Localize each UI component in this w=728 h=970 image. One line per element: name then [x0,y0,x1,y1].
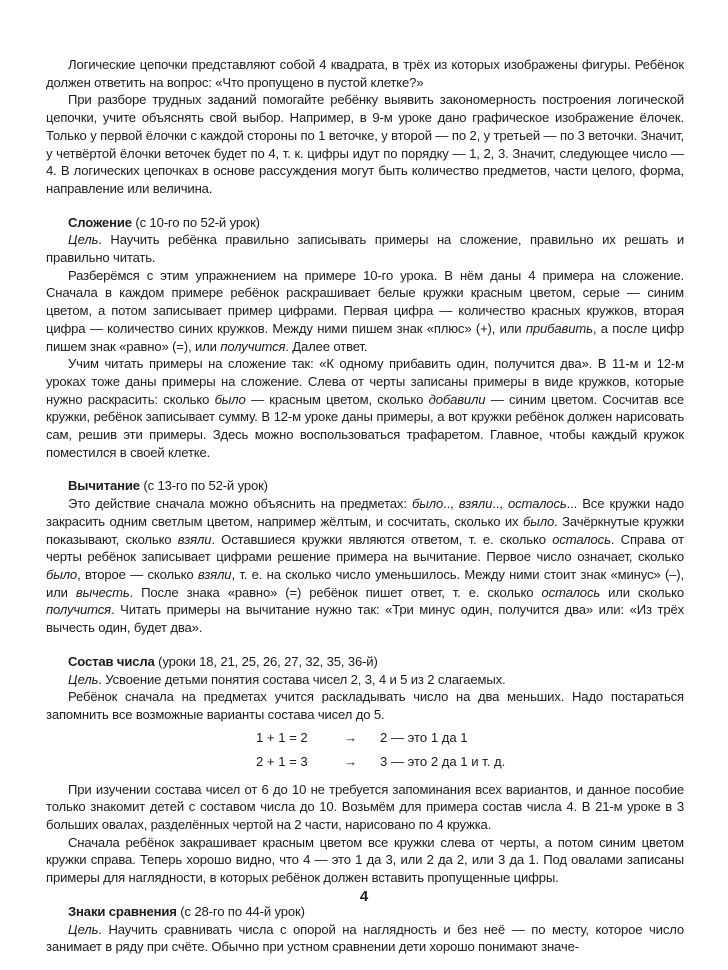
composition-paragraph-3: Сначала ребёнок закрашивает красным цветом все кружки слева от черты, а потом синим цветом кружки справа. Теперь хорошо видно, что 4 — это 1 да 3, или 2 да 2, или 3 да 1. Под овалами записаны примеры для наглядности, в которых ребёнок должен вставить пропущенные цифры. [46,834,684,886]
page-number: 4 [359,888,369,905]
example-row [256,728,684,749]
heading-range: (с 28-го по 44-й урок) [176,903,305,919]
example-equation: 1 + 1 = 2 [256,729,308,745]
example-explanation: 2 — это 1 да 1 [380,729,468,745]
composition-paragraph-1: Ребёнок сначала на предметах учится раскладывать число на два меньших. Надо постараться запомнить все возможные варианты состава чисел до 5. [46,689,684,722]
arrow-right-icon: → [344,754,358,770]
intro-paragraph-2: При разборе трудных заданий помогайте ребёнку выявить закономерность построения логической цепочки, учите объяснять свой выбор. Например, в 9-м уроке дано графическое изображение ёлочек. Только у первой ёлочки с каждой стороны по 1 веточке, у второй — по 2, у третьей — по 3 веточки. Значит, у четвёртой ёлочки веточек будет по 4, т. к. цифры идут по порядку — 1, 2, 3. Значит, следующее число — 4. В логических цепочках в основе рассуждения могут быть количество предметов, части целого, форма, направление или величина. [46,92,684,196]
section-heading-subtraction [46,477,684,495]
addition-goal: Цель. Научить ребёнка правильно записывать примеры на сложение, правильно их решать и правильно читать. [46,232,684,266]
goal-label: Цель [68,232,99,248]
composition-paragraph-2: При изучении состава чисел от 6 до 10 не требуется запоминания всех вариантов, и данное пособие только знакомит детей с составом числа до 10. Возьмём для примера состав числа 4. В 21-м уроке в 3 больших овалах, разделённых чертой на 2 части, нарисовано по 4 кружка. [46,781,684,833]
example-row [256,752,684,773]
example-explanation: 3 — это 2 да 1 и т. д. [380,754,506,770]
section-heading-addition [46,214,684,232]
intro-paragraph-1: Логические цепочки представляют собой 4 квадрата, в трёх из которых изображены фигуры. Ребёнок должен ответить на вопрос: «Что пропущено в пустой клетке?» [46,57,684,90]
section-heading-comparison [46,903,684,921]
composition-goal: Цель. Усвоение детьми понятия состава чисел 2, 3, 4 и 5 из 2 слагаемых. [68,671,506,687]
section-heading-composition [46,653,684,671]
heading-title: Сложение [68,214,132,230]
heading-range: (уроки 18, 21, 25, 26, 27, 32, 35, 36-й) [154,653,378,669]
addition-paragraph-1: Разберёмся с этим упражнением на примере 10-го урока. В нём даны 4 примера на сложение. Сначала в каждом примере ребёнок раскрашивает белые кружки красным цветом, серые — синим цветом, а потом записывает пример цифрами. Первая цифра — количество красных кружков, вторая цифра — количество синих кружков. Между ними пишем знак «плюс» (+), или прибавить, а после цифр пишем знак «равно» (=), или получится. Далее ответ. [46,267,684,354]
arrow-right-icon: → [344,729,358,745]
heading-range: (с 10-го по 52-й урок) [131,214,260,230]
heading-range: (с 13-го по 52-й урок) [139,478,268,494]
composition-examples [46,728,684,773]
heading-title: Вычитание [68,478,140,494]
heading-title: Знаки сравнения [68,903,177,919]
goal-label: Цель [68,921,99,937]
comparison-goal: Цель. Научить сравнивать числа с опорой на наглядность и без неё — по месту, которое число занимает в ряду при счёте. Обычно при устном сравнении дети хорошо понимают значе- [46,921,684,955]
addition-paragraph-2: Учим читать примеры на сложение так: «К одному прибавить один, получится два». В 11-м и 12-м уроках тоже даны примеры на сложение. Слева от черты записаны примеры в виде кружков, которые нужно раскрасить: сколько было — красным цветом, сколько добавили — синим цветом. Сосчитав все кружки, ребёнок записывает сумму. В 12-м уроке даны примеры, а вот кружки ребёнок должен нарисовать сам, решив эти примеры. Здесь можно воспользоваться трафаретом. Главное, чтобы каждый кружок поместился в своей клетке. [46,356,684,460]
subtraction-paragraph-1: Это действие сначала можно объяснить на предметах: было.., взяли.., осталось... Все кружки надо закрасить одним светлым цветом, например жёлтым, и сосчитать, сколько их было. Зачёркнутые кружки показывают, сколько взяли. Оставшиеся кружки являются ответом, т. е. сколько осталось. Справа от черты ребёнок записывает цифрами решение примера на вычитание. Первое число означает, сколько было, второе — сколько взяли, т. е. на сколько число уменьшилось. Между ними стоит знак «минус» (–), или вычесть. После знака «равно» (=) ребёнок пишет ответ, т. е. сколько осталось или сколько получится. Читать примеры на вычитание нужно так: «Три минус один, получится два» или: «Из трёх вычесть один, будет два». [46,496,685,636]
goal-label: Цель [68,671,99,687]
example-equation: 2 + 1 = 3 [256,754,308,770]
heading-title: Состав числа [68,653,155,669]
